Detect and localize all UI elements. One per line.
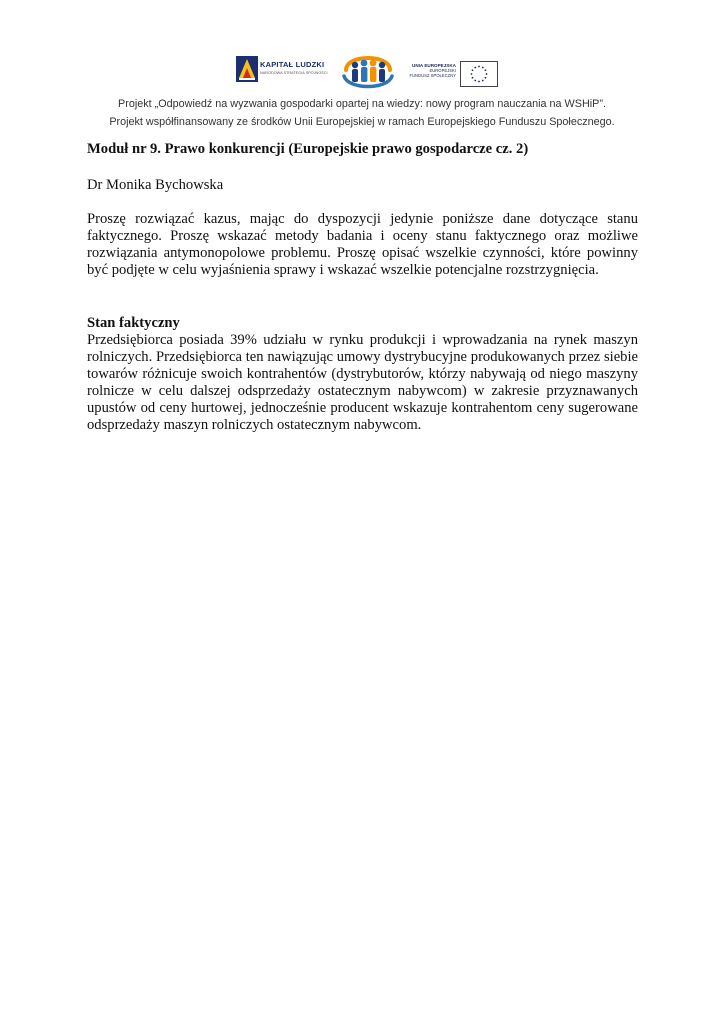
facts-paragraph: Przedsiębiorca posiada 39% udziału w rynku produkcji i wprowadzania na rynek maszyn rolniczych. Przedsiębiorca ten nawiązując umowy dystrybucyjne produkowanych przez siebie towarów różnicuje swoich kontrahentów (dystrybutorów, którzy nabywają od niego maszyny rolnicze w celu dalszej odsprzedaży ostatecznym nabywcom) w zakresie przyznawanych upustów od ceny hurtowej, jednocześnie producent wskazuje kontrahentom ceny sugerowane odsprzedaży maszyn rolniczych ostatecznym nabywcom. (87, 332, 638, 433)
facts-heading: Stan faktyczny (87, 315, 180, 331)
kapital-ludzki-emblem-icon (236, 56, 258, 82)
kapital-ludzki-logo (236, 54, 332, 84)
eu-logo-line3: FUNDUSZ SPOŁECZNY (409, 73, 456, 79)
instructions-paragraph: Proszę rozwiązać kazus, mając do dyspozycji jedynie poniższe dane dotyczące stanu faktycznego. Proszę wskazać metody badania i oceny stanu faktycznego oraz możliwe rozwiązania antymonopolowe problemu. Proszę opisać wszelkie czynności, które powinny być podjęte w celu wyjaśnienia sprawy i wskazać wszelkie potencjalne rozstrzygnięcia. (87, 211, 638, 278)
eu-flag-icon (460, 61, 498, 87)
logo-band (236, 46, 498, 92)
eu-logo-line2: EUROPEJSKI (429, 68, 456, 74)
people-program-logo (340, 46, 396, 92)
module-title: Moduł nr 9. Prawo konkurencji (Europejskie prawo gospodarcze cz. 2) (87, 141, 529, 157)
project-header-line2: Projekt współfinansowany ze środków Unii Europejskiej w ramach Europejskiego Funduszu Społecznego. (109, 116, 615, 128)
project-header (62, 95, 662, 131)
author-name: Dr Monika Bychowska (87, 177, 224, 193)
document-body (87, 141, 638, 434)
kapital-ludzki-title: KAPITAŁ LUDZKI (260, 60, 325, 69)
eu-logo-text (409, 63, 456, 79)
eu-logo-line1: UNIA EUROPEJSKA (412, 63, 456, 68)
eu-logo (402, 61, 498, 89)
project-header-line1: Projekt „Odpowiedź na wyzwania gospodarki opartej na wiedzy: nowy program nauczania na WSHiP”. (118, 98, 606, 110)
people-figures-icon (340, 46, 396, 92)
kapital-ludzki-subtitle: NARODOWA STRATEGIA SPÓJNOŚCI (260, 71, 328, 75)
